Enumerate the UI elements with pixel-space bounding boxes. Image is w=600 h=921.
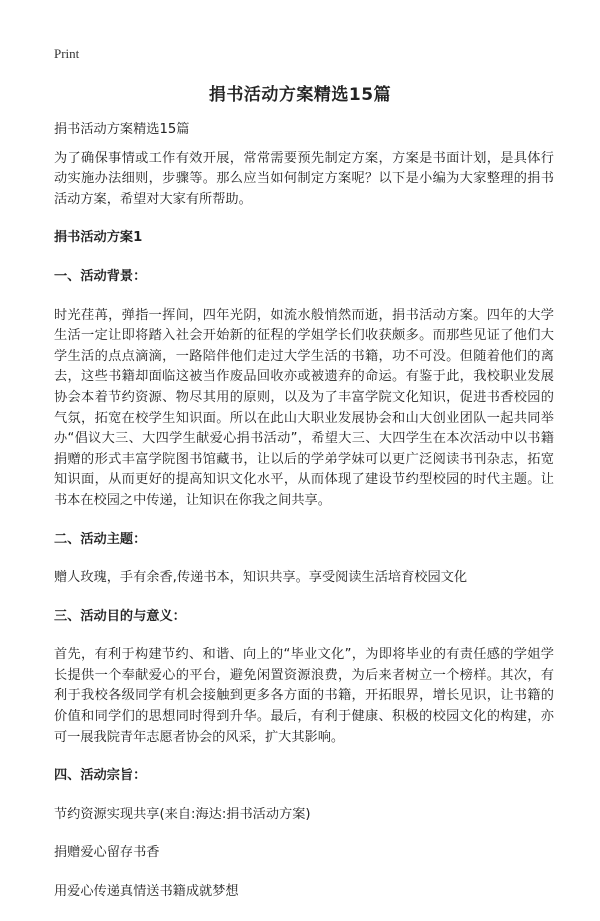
section-body-purpose: 首先，有利于构建节约、和谐、向上的“毕业文化”，为即将毕业的有责任感的学姐学长提供一个奉献爱心的平台，避免闲置资源浪费，为后来者树立一个榜样。其次，有利于我校各级同学有机会接触到更多各方面的书籍，开拓眼界，增长见识，让书籍的价值和同学们的思想同时得到升华。最后，有利于健康、积极的校园文化的构建，亦可一展我院青年志愿者协会的风采，扩大其影响。 bbox=[54, 647, 554, 745]
intro-paragraph: 为了确保事情或工作有效开展，常常需要预先制定方案，方案是书面计划，是具体行动实施办法细则，步骤等。那么应当如何制定方案呢？以下是小编为大家整理的捐书活动方案，希望对大家有所帮助。 bbox=[54, 150, 554, 207]
tenet-line-2: 捐赠爱心留存书香 bbox=[54, 845, 160, 861]
section-heading-theme: 二、活动主题： bbox=[54, 531, 147, 547]
plan-heading: 捐书活动方案1 bbox=[54, 230, 143, 246]
document-body bbox=[54, 120, 554, 921]
tenet-line-1: 节约资源实现共享(来自:海达:捐书活动方案) bbox=[54, 806, 311, 822]
section-body-background: 时光荏苒，弹指一挥间，四年光阴，如流水般悄然而逝，捐书活动方案。四年的大学生活一定让即将踏入社会开始新的征程的学姐学长们收获颇多。而那些见证了他们大学生活的点点滴滴，一路陪伴他们走过大学生活的书籍，功不可没。但随着他们的离去，这些书籍却面临这被当作废品回收亦或被遗弃的命运。有鉴于此，我校职业发展协会本着节约资源、物尽其用的原则，以及为了丰富学院文化知识，促进书香校园的气氛，拓宽在校学生知识面。所以在此山大职业发展协会和山大创业团队一起共同举办“倡议大三、大四学生献爱心捐书活动”，希望大三、大四学生在本次活动中以书籍捐赠的形式丰富学院图书馆藏书，让以后的学弟学妹可以更广泛阅读书刊杂志，拓宽知识面，从而更好的提高知识文化水平，从而体现了建设节约型校园的时代主题。让书本在校园之中传递，让知识在你我之间共享。 bbox=[54, 307, 554, 508]
print-link[interactable]: Print bbox=[54, 46, 80, 61]
section-heading-purpose: 三、活动目的与意义： bbox=[54, 608, 186, 624]
section-body-theme: 赠人玫瑰，手有余香,传递书本，知识共享。享受阅读生活培育校园文化 bbox=[54, 570, 468, 586]
page-title: 捐书活动方案精选15篇 bbox=[208, 85, 392, 105]
document-subtitle: 捐书活动方案精选15篇 bbox=[54, 122, 190, 137]
section-heading-tenet: 四、活动宗旨： bbox=[54, 768, 147, 784]
section-heading-background: 一、活动背景： bbox=[54, 268, 147, 284]
tenet-line-3: 用爱心传递真情送书籍成就梦想 bbox=[54, 884, 239, 900]
